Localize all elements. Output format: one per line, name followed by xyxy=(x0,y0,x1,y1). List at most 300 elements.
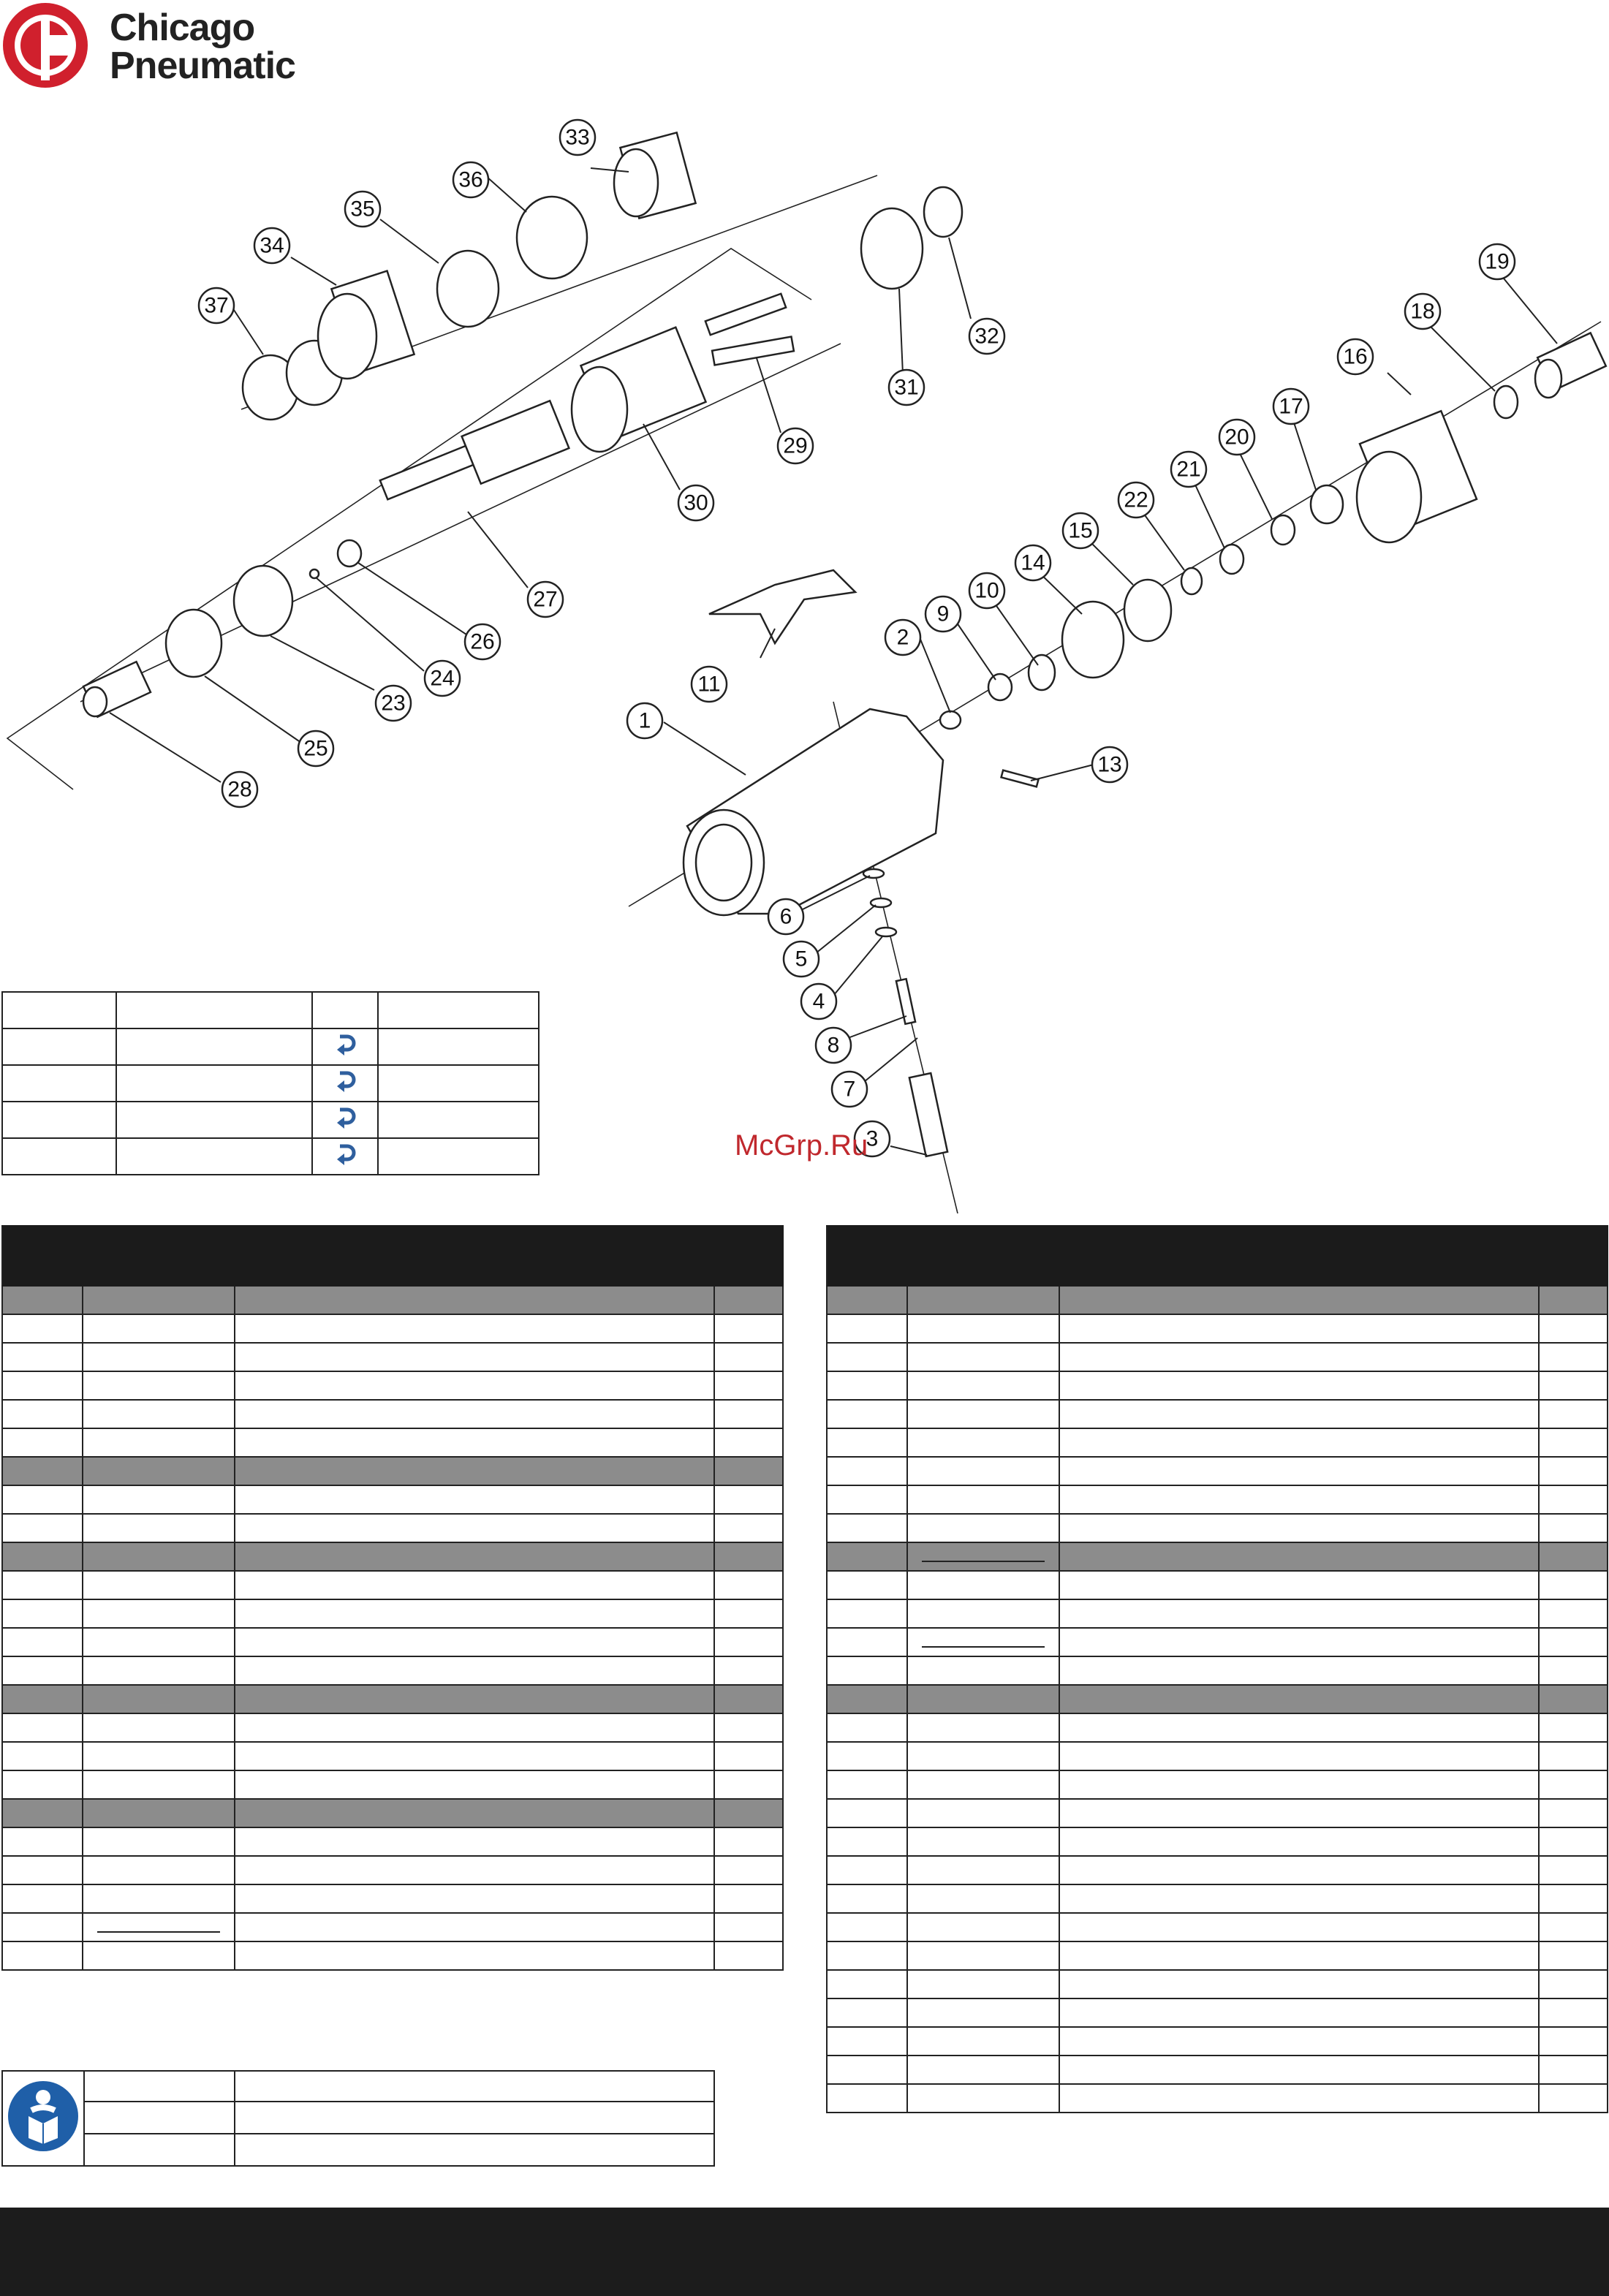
parts-section-row xyxy=(2,1685,783,1713)
parts-cell xyxy=(83,1713,235,1742)
callout-28 xyxy=(222,772,257,807)
parts-cell xyxy=(907,1713,1059,1742)
parts-cell xyxy=(907,1514,1059,1542)
callout-20 xyxy=(1219,420,1254,455)
parts-cell xyxy=(83,1856,235,1884)
svg-text:15: 15 xyxy=(1068,518,1093,543)
parts-cell xyxy=(907,1400,1059,1428)
parts-row xyxy=(2,1314,783,1343)
read-manual-icon xyxy=(7,2080,80,2153)
parts-cell xyxy=(907,1827,1059,1856)
parts-cell xyxy=(1539,1286,1608,1314)
callout-22 xyxy=(1118,482,1154,518)
rotate-arrow-icon xyxy=(333,1142,357,1167)
callout-26 xyxy=(465,624,500,659)
svg-text:14: 14 xyxy=(1021,550,1045,575)
parts-cell xyxy=(1059,1827,1539,1856)
parts-cell xyxy=(235,1400,714,1428)
svg-text:37: 37 xyxy=(204,293,229,318)
parts-cell xyxy=(907,1856,1059,1884)
callout-27 xyxy=(528,582,563,617)
part-28-shape xyxy=(83,662,151,716)
parts-row xyxy=(2,1428,783,1457)
parts-cell xyxy=(827,1485,907,1514)
parts-cell xyxy=(235,1628,714,1656)
parts-cell xyxy=(1539,2027,1608,2056)
parts-cell xyxy=(1539,1314,1608,1343)
spec-row xyxy=(2,1065,539,1102)
parts-cell xyxy=(1059,1970,1539,1998)
part-20-shape xyxy=(1271,515,1295,545)
parts-cell xyxy=(907,1542,1059,1571)
part-23-shape xyxy=(234,566,292,636)
parts-cell xyxy=(83,1226,235,1286)
parts-cell xyxy=(2,1571,83,1599)
callout-10 xyxy=(969,573,1004,608)
watermark: McGrp.Ru xyxy=(735,1129,868,1162)
parts-cell xyxy=(827,1913,907,1941)
parts-row xyxy=(827,2027,1608,2056)
parts-section-row xyxy=(827,1286,1608,1314)
cp-logo-mark-icon xyxy=(0,0,102,95)
callout-21 xyxy=(1171,452,1206,487)
parts-cell xyxy=(907,1998,1059,2027)
part-25-shape xyxy=(166,610,222,677)
parts-cell xyxy=(1539,1656,1608,1685)
parts-cell xyxy=(907,1656,1059,1685)
parts-cell xyxy=(2,1685,83,1713)
parts-cell xyxy=(907,2027,1059,2056)
callout-29 xyxy=(778,428,813,463)
parts-cell xyxy=(1539,1941,1608,1970)
svg-text:18: 18 xyxy=(1410,299,1435,324)
parts-cell xyxy=(1539,2056,1608,2084)
part-32-shape xyxy=(924,187,962,237)
parts-cell xyxy=(714,1856,783,1884)
callout-37 xyxy=(199,288,234,323)
parts-cell xyxy=(2,1770,83,1799)
parts-cell xyxy=(2,1628,83,1656)
parts-cell xyxy=(1539,1400,1608,1428)
part-2-shape xyxy=(940,711,961,729)
parts-cell xyxy=(827,1799,907,1827)
parts-cell xyxy=(827,1770,907,1799)
part-31-shape xyxy=(861,208,923,289)
svg-text:10: 10 xyxy=(974,578,999,603)
part-18-shape xyxy=(1494,386,1518,418)
parts-cell xyxy=(1059,1571,1539,1599)
parts-cell xyxy=(83,1941,235,1970)
parts-cell xyxy=(827,1941,907,1970)
part-15-shape xyxy=(1124,580,1171,641)
parts-cell xyxy=(83,1685,235,1713)
parts-cell xyxy=(827,1371,907,1400)
parts-cell xyxy=(907,1685,1059,1713)
rotate-arrow-icon xyxy=(333,1069,357,1094)
parts-cell xyxy=(714,1685,783,1713)
parts-table-left xyxy=(1,1225,784,1971)
parts-cell xyxy=(714,1770,783,1799)
parts-cell xyxy=(235,1542,714,1571)
parts-cell xyxy=(907,1884,1059,1913)
parts-cell xyxy=(235,1913,714,1941)
parts-cell xyxy=(907,1742,1059,1770)
part-17-shape xyxy=(1311,485,1343,523)
parts-cell xyxy=(907,1485,1059,1514)
parts-header-row xyxy=(2,1226,783,1286)
parts-cell xyxy=(1059,1226,1539,1286)
parts-cell xyxy=(235,1656,714,1685)
parts-row xyxy=(827,1428,1608,1457)
spec-table xyxy=(1,991,540,1175)
part-22-shape xyxy=(1181,568,1202,594)
parts-cell xyxy=(714,1343,783,1371)
parts-cell xyxy=(2,1799,83,1827)
parts-cell xyxy=(907,1941,1059,1970)
callout-4 xyxy=(801,984,836,1019)
parts-row xyxy=(2,1400,783,1428)
parts-row xyxy=(2,1884,783,1913)
parts-row xyxy=(827,1485,1608,1514)
parts-cell xyxy=(2,1314,83,1343)
parts-cell xyxy=(714,1599,783,1628)
svg-text:5: 5 xyxy=(795,947,808,971)
svg-text:34: 34 xyxy=(260,233,284,258)
parts-cell xyxy=(827,1713,907,1742)
parts-cell xyxy=(83,1514,235,1542)
parts-cell xyxy=(1059,2084,1539,2113)
svg-text:28: 28 xyxy=(227,777,252,802)
svg-text:6: 6 xyxy=(779,904,792,929)
parts-cell xyxy=(1539,1485,1608,1514)
parts-cell xyxy=(907,1314,1059,1343)
parts-cell xyxy=(907,1371,1059,1400)
svg-text:33: 33 xyxy=(565,125,590,150)
parts-cell xyxy=(235,1286,714,1314)
parts-cell xyxy=(907,1428,1059,1457)
svg-text:17: 17 xyxy=(1279,394,1303,419)
parts-cell xyxy=(83,1485,235,1514)
part-9-shape xyxy=(988,674,1012,700)
parts-cell xyxy=(2,1514,83,1542)
parts-cell xyxy=(235,1457,714,1485)
parts-cell xyxy=(907,1457,1059,1485)
chicago-pneumatic-logo xyxy=(0,0,336,95)
parts-cell xyxy=(1539,1799,1608,1827)
parts-cell xyxy=(907,1770,1059,1799)
parts-cell xyxy=(827,1884,907,1913)
parts-cell xyxy=(235,1713,714,1742)
parts-cell xyxy=(907,1343,1059,1371)
parts-cell xyxy=(827,1656,907,1685)
parts-cell xyxy=(83,1428,235,1457)
callout-18 xyxy=(1405,294,1440,329)
svg-text:19: 19 xyxy=(1485,249,1510,274)
parts-cell xyxy=(827,1457,907,1485)
parts-cell xyxy=(83,1542,235,1571)
part-35-shape xyxy=(437,251,499,327)
part-4-shape xyxy=(876,928,896,936)
parts-cell xyxy=(907,1913,1059,1941)
parts-cell xyxy=(714,1799,783,1827)
svg-text:3: 3 xyxy=(866,1126,879,1151)
parts-cell xyxy=(1059,1656,1539,1685)
svg-text:29: 29 xyxy=(783,433,808,458)
parts-cell xyxy=(1059,1913,1539,1941)
parts-cell xyxy=(907,1226,1059,1286)
parts-cell xyxy=(83,1827,235,1856)
parts-cell xyxy=(1059,1856,1539,1884)
parts-row xyxy=(827,1314,1608,1343)
svg-text:27: 27 xyxy=(533,587,558,612)
parts-cell xyxy=(2,1371,83,1400)
parts-cell xyxy=(1539,1599,1608,1628)
callout-15 xyxy=(1063,513,1098,548)
parts-cell xyxy=(1539,1628,1608,1656)
parts-cell xyxy=(235,1742,714,1770)
part-3-shape xyxy=(909,1073,947,1156)
parts-cell xyxy=(714,1571,783,1599)
parts-cell xyxy=(714,1542,783,1571)
svg-text:36: 36 xyxy=(458,167,483,192)
parts-cell xyxy=(2,1343,83,1371)
parts-section-row xyxy=(2,1799,783,1827)
rotate-arrow-icon xyxy=(333,1105,357,1130)
rotate-arrow-icon xyxy=(333,1032,357,1057)
parts-cell xyxy=(2,1884,83,1913)
parts-cell xyxy=(827,1827,907,1856)
callout-36 xyxy=(453,162,488,197)
parts-row xyxy=(827,1742,1608,1770)
parts-cell xyxy=(827,1685,907,1713)
parts-cell xyxy=(1539,1226,1608,1286)
parts-cell xyxy=(1539,1571,1608,1599)
parts-cell xyxy=(83,1286,235,1314)
parts-cell xyxy=(714,1742,783,1770)
part-16-shape xyxy=(1357,411,1477,542)
svg-text:26: 26 xyxy=(470,629,495,654)
parts-cell xyxy=(714,1941,783,1970)
parts-row xyxy=(827,1799,1608,1827)
parts-cell xyxy=(714,1457,783,1485)
parts-row xyxy=(827,1856,1608,1884)
part-6-shape xyxy=(863,869,884,878)
parts-cell xyxy=(1059,1998,1539,2027)
part-24-shape xyxy=(310,569,319,578)
parts-cell xyxy=(714,1314,783,1343)
parts-cell xyxy=(827,1343,907,1371)
parts-cell xyxy=(1539,1542,1608,1571)
parts-cell xyxy=(235,1371,714,1400)
part-33-shape xyxy=(614,132,696,218)
parts-cell xyxy=(714,1628,783,1656)
parts-cell xyxy=(2,1485,83,1514)
parts-cell xyxy=(907,2056,1059,2084)
parts-cell xyxy=(714,1286,783,1314)
parts-cell xyxy=(714,1371,783,1400)
parts-cell xyxy=(83,1628,235,1656)
part-10-shape xyxy=(1029,655,1055,690)
svg-text:22: 22 xyxy=(1124,488,1148,512)
callout-2 xyxy=(885,620,920,655)
spec-row xyxy=(2,1102,539,1138)
parts-row xyxy=(2,1343,783,1371)
parts-cell xyxy=(714,1913,783,1941)
part-34-shape xyxy=(318,271,414,379)
parts-row xyxy=(827,1599,1608,1628)
parts-row xyxy=(2,1913,783,1941)
svg-text:20: 20 xyxy=(1224,425,1249,450)
parts-cell xyxy=(1539,1827,1608,1856)
parts-cell xyxy=(2,1913,83,1941)
parts-cell xyxy=(1539,1998,1608,2027)
parts-cell xyxy=(1059,1371,1539,1400)
parts-row xyxy=(827,1998,1608,2027)
parts-cell xyxy=(1059,1286,1539,1314)
parts-cell xyxy=(714,1656,783,1685)
parts-row xyxy=(2,1856,783,1884)
part-1-shape xyxy=(684,709,943,915)
parts-cell xyxy=(1059,1742,1539,1770)
part-19-shape xyxy=(1535,333,1606,398)
parts-cell xyxy=(235,1884,714,1913)
parts-cell xyxy=(83,1799,235,1827)
blank-underline xyxy=(97,1922,221,1933)
svg-text:31: 31 xyxy=(894,375,919,400)
parts-cell xyxy=(2,1286,83,1314)
parts-cell xyxy=(1059,1884,1539,1913)
parts-cell xyxy=(2,1856,83,1884)
parts-cell xyxy=(1059,2027,1539,2056)
parts-row xyxy=(827,1514,1608,1542)
parts-row xyxy=(2,1599,783,1628)
parts-cell xyxy=(827,1742,907,1770)
parts-cell xyxy=(1539,1457,1608,1485)
parts-cell xyxy=(1059,1542,1539,1571)
callout-32 xyxy=(969,319,1004,354)
parts-row xyxy=(827,1571,1608,1599)
brand-line-1: Chicago xyxy=(110,7,255,49)
parts-cell xyxy=(1539,1742,1608,1770)
parts-cell xyxy=(827,1571,907,1599)
parts-cell xyxy=(83,1371,235,1400)
blank-underline xyxy=(922,1637,1045,1648)
parts-row xyxy=(2,1770,783,1799)
parts-row xyxy=(2,1371,783,1400)
parts-cell xyxy=(83,1656,235,1685)
svg-text:23: 23 xyxy=(381,691,406,716)
callout-8 xyxy=(816,1028,851,1063)
parts-cell xyxy=(1059,1314,1539,1343)
parts-header-row xyxy=(827,1226,1608,1286)
parts-cell xyxy=(2,1713,83,1742)
parts-cell xyxy=(827,1428,907,1457)
svg-text:7: 7 xyxy=(843,1077,856,1102)
parts-cell xyxy=(714,1884,783,1913)
parts-cell xyxy=(83,1400,235,1428)
parts-cell xyxy=(1539,1970,1608,1998)
parts-cell xyxy=(1059,1343,1539,1371)
parts-row xyxy=(827,1713,1608,1742)
parts-section-row xyxy=(2,1542,783,1571)
parts-cell xyxy=(1059,2056,1539,2084)
parts-cell xyxy=(1059,1428,1539,1457)
parts-cell xyxy=(827,1286,907,1314)
callout-1 xyxy=(627,703,662,738)
parts-cell xyxy=(235,1685,714,1713)
parts-cell xyxy=(83,1599,235,1628)
parts-cell xyxy=(1539,1514,1608,1542)
manual-row xyxy=(2,2134,714,2166)
parts-row xyxy=(827,1457,1608,1485)
parts-cell xyxy=(235,1571,714,1599)
parts-cell xyxy=(235,1314,714,1343)
callout-35 xyxy=(345,192,380,227)
parts-row xyxy=(2,1628,783,1656)
parts-row xyxy=(827,1770,1608,1799)
spec-row xyxy=(2,1138,539,1175)
parts-cell xyxy=(2,1457,83,1485)
parts-cell xyxy=(2,1428,83,1457)
parts-cell xyxy=(714,1514,783,1542)
parts-cell xyxy=(827,1628,907,1656)
svg-text:8: 8 xyxy=(827,1033,840,1058)
parts-cell xyxy=(2,1827,83,1856)
parts-cell xyxy=(827,2084,907,2113)
parts-row xyxy=(827,1400,1608,1428)
parts-row xyxy=(827,1656,1608,1685)
svg-text:13: 13 xyxy=(1097,752,1122,777)
parts-row xyxy=(2,1571,783,1599)
callout-24 xyxy=(425,661,460,696)
parts-cell xyxy=(827,1314,907,1343)
part-30-shape xyxy=(572,327,706,452)
parts-cell xyxy=(827,1856,907,1884)
svg-text:1: 1 xyxy=(638,708,651,733)
part-13-shape xyxy=(1002,770,1039,787)
spec-header-row xyxy=(2,992,539,1028)
spec-row xyxy=(2,1028,539,1065)
parts-row xyxy=(827,1371,1608,1400)
part-36-shape xyxy=(517,197,587,279)
parts-section-row xyxy=(2,1286,783,1314)
parts-row xyxy=(2,1485,783,1514)
parts-cell xyxy=(83,1770,235,1799)
parts-cell xyxy=(827,2056,907,2084)
svg-text:21: 21 xyxy=(1176,457,1201,482)
parts-cell xyxy=(714,1485,783,1514)
parts-row xyxy=(827,2084,1608,2113)
callout-13 xyxy=(1092,747,1127,782)
parts-cell xyxy=(1059,1941,1539,1970)
parts-row xyxy=(2,1941,783,1970)
part-8-shape xyxy=(896,979,915,1024)
parts-cell xyxy=(827,1542,907,1571)
footer-bar xyxy=(0,2208,1609,2296)
parts-cell xyxy=(235,1827,714,1856)
callout-25 xyxy=(298,731,333,766)
parts-cell xyxy=(714,1428,783,1457)
parts-cell xyxy=(827,1514,907,1542)
parts-cell xyxy=(1539,1913,1608,1941)
parts-cell xyxy=(1059,1685,1539,1713)
parts-cell xyxy=(1059,1485,1539,1514)
svg-text:30: 30 xyxy=(684,490,708,515)
manual-row xyxy=(2,2102,714,2134)
parts-cell xyxy=(235,1770,714,1799)
parts-row xyxy=(827,1343,1608,1371)
parts-cell xyxy=(235,1856,714,1884)
